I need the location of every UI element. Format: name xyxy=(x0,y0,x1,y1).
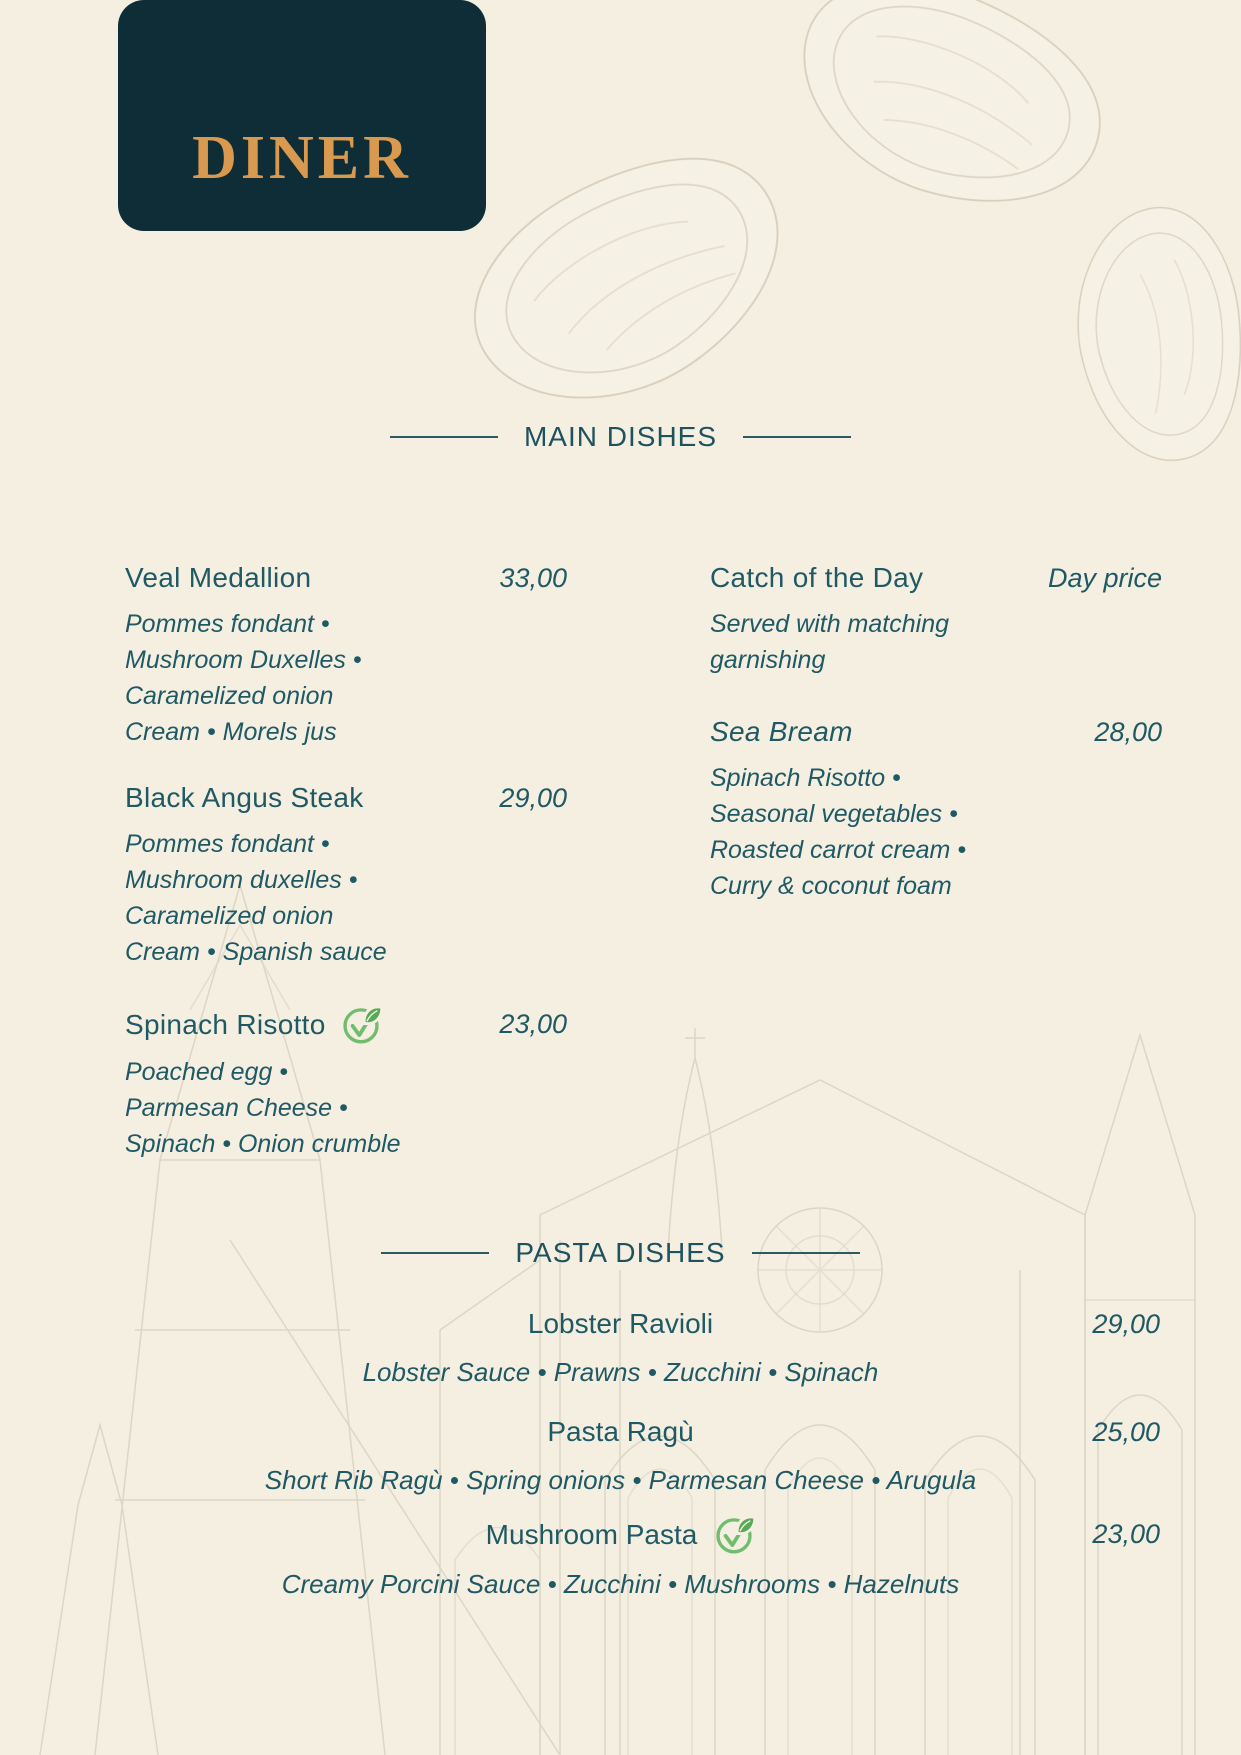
dish-description-line: Mushroom Duxelles • xyxy=(125,646,362,674)
dish-description-line: Spinach • Onion crumble xyxy=(125,1130,401,1158)
dish-name: Pasta Ragù xyxy=(547,1416,694,1447)
dish-description xyxy=(125,1054,567,1162)
dish-description-line: garnishing xyxy=(710,646,826,674)
dish-description-line: Roasted carrot cream • xyxy=(710,836,967,864)
dish-price: 23,00 xyxy=(1092,1519,1160,1549)
vegetarian-leaf-check-icon xyxy=(340,1004,382,1046)
main-dishes-right-column xyxy=(710,558,1162,904)
steak-sketch-icon xyxy=(438,0,1241,473)
dish-name: Lobster Ravioli xyxy=(527,1308,714,1339)
dish-price: 33,00 xyxy=(499,563,567,593)
dish-description-line: Spinach Risotto • xyxy=(710,764,901,792)
dish-name: Catch of the Day xyxy=(710,562,924,593)
dish-price: 29,00 xyxy=(499,783,567,813)
dish-name-label: Mushroom Pasta xyxy=(485,1519,698,1550)
section-heading-label: PASTA DISHES xyxy=(515,1237,726,1268)
section-heading-pasta-dishes xyxy=(0,1236,1241,1270)
dish-description-line: Poached egg • xyxy=(125,1058,289,1086)
dish-description-line: Cream • Morels jus xyxy=(125,718,337,746)
dish-description xyxy=(125,606,567,750)
dish-name: Sea Bream xyxy=(710,716,853,747)
dish-description-line: Pommes fondant • xyxy=(125,610,330,638)
vegetarian-leaf-check-icon xyxy=(713,1514,755,1556)
dish-mushroom-pasta xyxy=(0,1514,1241,1602)
dish-description-line: Caramelized onion xyxy=(125,902,334,930)
dish-pasta-ragu xyxy=(0,1412,1241,1498)
dish-description-line: Short Rib Ragù • Spring onions • Parmesan Cheese • Arugula xyxy=(264,1465,977,1495)
dish-spinach-risotto xyxy=(125,1004,567,1162)
dish-description-line: Pommes fondant • xyxy=(125,830,330,858)
dish-description-line: Curry & coconut foam xyxy=(710,872,952,900)
dish-description-line: Caramelized onion xyxy=(125,682,334,710)
heading-rule-left xyxy=(381,1252,489,1254)
menu-title-card xyxy=(118,0,486,231)
dish-description-line: Cream • Spanish sauce xyxy=(125,938,387,966)
dish-price: 23,00 xyxy=(499,1009,567,1039)
dish-name-label: Spinach Risotto xyxy=(125,1009,326,1040)
dish-price: 25,00 xyxy=(1092,1417,1160,1447)
dish-black-angus-steak xyxy=(125,778,567,970)
dish-sea-bream xyxy=(710,712,1162,904)
dish-description xyxy=(710,606,1162,678)
dish-lobster-ravioli xyxy=(0,1304,1241,1390)
section-heading-main-dishes xyxy=(0,420,1241,454)
dish-description xyxy=(710,760,1162,904)
dish-description-line: Parmesan Cheese • xyxy=(125,1094,348,1122)
dish-price: 29,00 xyxy=(1092,1309,1160,1339)
dish-description-line: Served with matching xyxy=(710,610,950,638)
dish-description-line: Mushroom duxelles • xyxy=(125,866,358,894)
dish-description-line: Lobster Sauce • Prawns • Zucchini • Spinach xyxy=(362,1357,879,1387)
dish-name: Black Angus Steak xyxy=(125,782,364,813)
dish-name xyxy=(125,1004,382,1046)
dish-price: 28,00 xyxy=(1094,717,1162,747)
dish-price: Day price xyxy=(1047,563,1162,593)
heading-rule-right xyxy=(752,1252,860,1254)
section-heading-label: MAIN DISHES xyxy=(523,421,718,452)
dish-veal-medallion xyxy=(125,558,567,750)
heading-rule-left xyxy=(390,436,498,438)
dish-name xyxy=(486,1514,756,1556)
dish-description xyxy=(125,826,567,970)
pasta-dishes-list xyxy=(0,1304,1241,1602)
main-dishes-left-column xyxy=(125,558,567,1162)
dish-name: Veal Medallion xyxy=(125,562,312,593)
dish-description-line: Seasonal vegetables • xyxy=(710,800,958,828)
dish-catch-of-the-day xyxy=(710,558,1162,678)
dish-description-line: Creamy Porcini Sauce • Zucchini • Mushrooms • Hazelnuts xyxy=(281,1569,960,1599)
heading-rule-right xyxy=(743,436,851,438)
menu-title: DINER xyxy=(192,124,412,192)
